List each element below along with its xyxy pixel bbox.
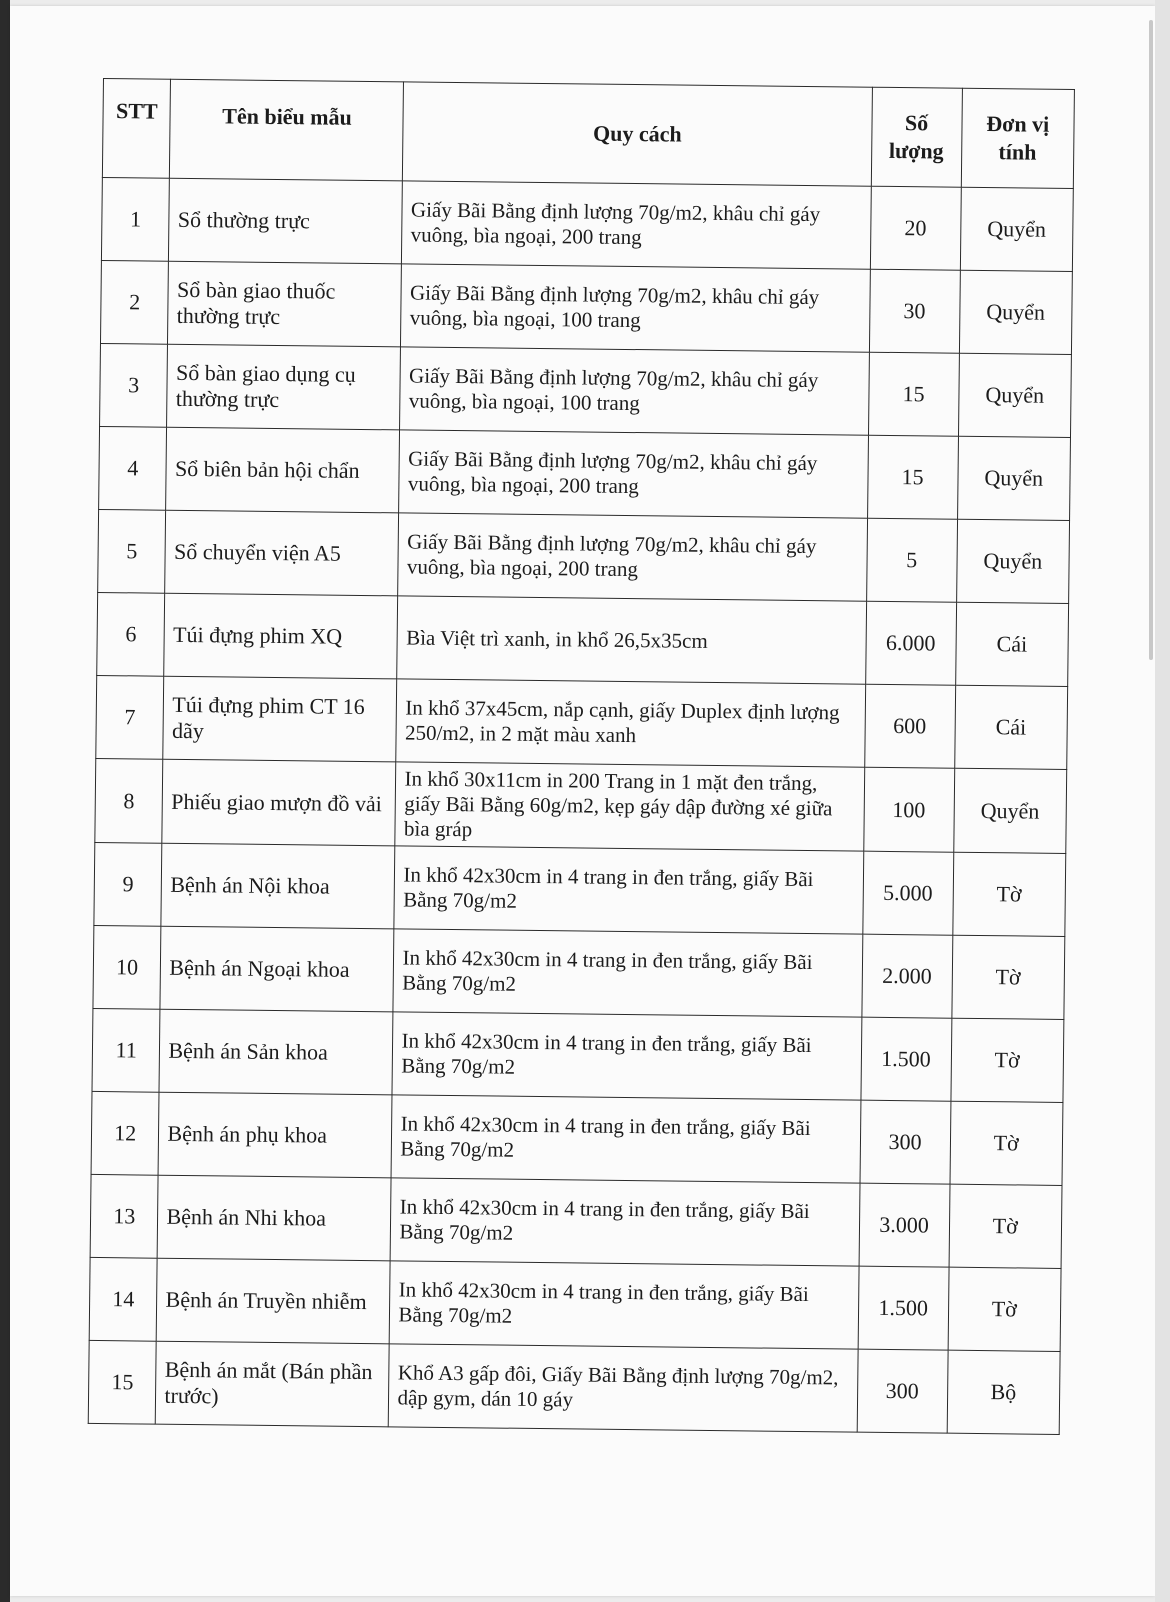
cell-quantity: 300 xyxy=(857,1349,948,1433)
cell-stt: 6 xyxy=(97,592,165,676)
cell-specification: In khổ 42x30cm in 4 trang in đen trắng, giấy Bãi Bằng 70g/m2 xyxy=(391,1178,860,1266)
cell-specification: Bìa Việt trì xanh, in khổ 26,5x35cm xyxy=(397,596,866,684)
table-row xyxy=(90,1174,1062,1268)
cell-unit: Tờ xyxy=(951,935,1064,1019)
header-form-name: Tên biểu mẫu xyxy=(170,79,404,181)
cell-specification: In khổ 30x11cm in 200 Trang in 1 mặt đen trắng, giấy Bãi Bằng 60g/m2, kẹp gáy dập đường xé giữa bìa gráp xyxy=(395,762,864,851)
cell-stt: 7 xyxy=(96,675,164,759)
cell-specification: Giấy Bãi Bằng định lượng 70g/m2, khâu chỉ gáy vuông, bìa ngoại, 100 trang xyxy=(400,347,869,435)
cell-specification: Giấy Bãi Bằng định lượng 70g/m2, khâu chỉ gáy vuông, bìa ngoại, 100 trang xyxy=(401,264,870,352)
cell-form-name: Túi đựng phim CT 16 dãy xyxy=(163,676,397,762)
cell-quantity: 20 xyxy=(870,186,961,270)
table-row xyxy=(94,842,1066,936)
cell-specification: Giấy Bãi Bằng định lượng 70g/m2, khâu chỉ gáy vuông, bìa ngoại, 200 trang xyxy=(402,181,871,269)
cell-stt: 10 xyxy=(93,925,161,1009)
table-row xyxy=(95,758,1067,853)
cell-specification: In khổ 42x30cm in 4 trang in đen trắng, giấy Bãi Bằng 70g/m2 xyxy=(390,1261,859,1349)
cell-form-name: Bệnh án Sản khoa xyxy=(159,1009,393,1095)
table-row xyxy=(93,925,1065,1019)
cell-form-name: Bệnh án Nhi khoa xyxy=(158,1175,392,1261)
cell-stt: 5 xyxy=(98,509,166,593)
cell-quantity: 100 xyxy=(863,767,954,852)
cell-form-name: Sổ thường trực xyxy=(169,178,403,264)
cell-unit: Quyển xyxy=(959,270,1072,354)
table-row xyxy=(101,177,1073,271)
cell-form-name: Bệnh án mắt (Bán phần trước) xyxy=(156,1341,390,1427)
cell-unit: Cái xyxy=(955,602,1068,686)
cell-form-name: Sổ biên bản hội chẩn xyxy=(166,427,400,513)
table-row xyxy=(97,592,1069,686)
cell-form-name: Phiếu giao mượn đồ vải xyxy=(162,759,396,846)
table-row xyxy=(89,1257,1061,1351)
cell-form-name: Túi đựng phim XQ xyxy=(164,593,398,679)
cell-stt: 9 xyxy=(94,842,162,926)
cell-quantity: 15 xyxy=(868,352,959,436)
cell-stt: 11 xyxy=(92,1008,160,1092)
cell-stt: 1 xyxy=(101,177,169,261)
table-row xyxy=(92,1008,1064,1102)
scan-right-edge xyxy=(1155,0,1170,1602)
document-page xyxy=(10,6,1155,1596)
table-row xyxy=(99,426,1071,520)
table-row xyxy=(98,509,1070,603)
cell-stt: 8 xyxy=(95,758,163,843)
table-row xyxy=(88,1340,1060,1434)
cell-quantity: 3.000 xyxy=(859,1183,950,1267)
table-header-row xyxy=(102,79,1074,189)
table-body xyxy=(88,177,1073,1434)
cell-stt: 14 xyxy=(89,1257,157,1341)
cell-specification: In khổ 42x30cm in 4 trang in đen trắng, giấy Bãi Bằng 70g/m2 xyxy=(392,1012,861,1100)
cell-form-name: Bệnh án Nội khoa xyxy=(161,843,395,929)
cell-unit: Tờ xyxy=(952,852,1065,936)
cell-form-name: Bệnh án Ngoại khoa xyxy=(160,926,394,1012)
cell-specification: In khổ 42x30cm in 4 trang in đen trắng, giấy Bãi Bằng 70g/m2 xyxy=(394,846,863,934)
cell-specification: Giấy Bãi Bằng định lượng 70g/m2, khâu chỉ gáy vuông, bìa ngoại, 200 trang xyxy=(398,513,867,601)
cell-quantity: 600 xyxy=(864,684,955,768)
cell-unit: Tờ xyxy=(949,1184,1062,1268)
cell-quantity: 5.000 xyxy=(862,851,953,935)
cell-unit: Tờ xyxy=(948,1267,1061,1351)
cell-unit: Quyển xyxy=(956,519,1069,603)
table-row xyxy=(91,1091,1063,1185)
cell-unit: Cái xyxy=(954,685,1067,769)
header-quantity: Số lượng xyxy=(871,87,962,187)
scrollbar[interactable] xyxy=(1149,20,1153,660)
cell-quantity: 6.000 xyxy=(865,601,956,685)
cell-form-name: Sổ chuyển viện A5 xyxy=(165,510,399,596)
cell-specification: In khổ 42x30cm in 4 trang in đen trắng, giấy Bãi Bằng 70g/m2 xyxy=(393,929,862,1017)
cell-form-name: Bệnh án Truyền nhiễm xyxy=(157,1258,391,1344)
header-stt: STT xyxy=(102,79,171,179)
cell-stt: 4 xyxy=(99,426,167,510)
cell-stt: 15 xyxy=(88,1340,156,1424)
table-row xyxy=(100,343,1072,437)
cell-specification: Khổ A3 gấp đôi, Giấy Bãi Bằng định lượng 70g/m2, dập gym, dán 10 gáy xyxy=(389,1344,858,1432)
form-list-table-wrapper xyxy=(88,78,1075,1435)
cell-form-name: Bệnh án phụ khoa xyxy=(159,1092,393,1178)
scan-left-edge xyxy=(0,0,10,1602)
cell-unit: Quyển xyxy=(953,768,1066,853)
cell-quantity: 1.500 xyxy=(861,1017,952,1101)
form-list-table xyxy=(88,78,1075,1435)
cell-stt: 12 xyxy=(91,1091,159,1175)
cell-unit: Quyển xyxy=(958,353,1071,437)
cell-stt: 13 xyxy=(90,1174,158,1258)
cell-form-name: Sổ bàn giao thuốc thường trực xyxy=(168,261,402,347)
cell-stt: 2 xyxy=(100,260,168,344)
cell-specification: In khổ 37x45cm, nắp cạnh, giấy Duplex định lượng 250/m2, in 2 mặt màu xanh xyxy=(396,679,865,767)
table-row xyxy=(96,675,1068,769)
cell-quantity: 15 xyxy=(867,435,958,519)
cell-quantity: 300 xyxy=(860,1100,951,1184)
cell-unit: Tờ xyxy=(950,1018,1063,1102)
cell-quantity: 5 xyxy=(866,518,957,602)
cell-stt: 3 xyxy=(100,343,168,427)
cell-quantity: 30 xyxy=(869,269,960,353)
table-row xyxy=(100,260,1072,354)
cell-quantity: 2.000 xyxy=(861,934,952,1018)
header-unit: Đơn vị tính xyxy=(961,88,1075,188)
cell-unit: Tờ xyxy=(950,1101,1063,1185)
cell-unit: Quyển xyxy=(960,187,1073,271)
cell-specification: In khổ 42x30cm in 4 trang in đen trắng, giấy Bãi Bằng 70g/m2 xyxy=(392,1095,861,1183)
header-specification: Quy cách xyxy=(403,82,872,186)
cell-form-name: Sổ bàn giao dụng cụ thường trực xyxy=(167,344,401,430)
cell-unit: Bộ xyxy=(947,1350,1060,1434)
cell-quantity: 1.500 xyxy=(858,1266,949,1350)
cell-specification: Giấy Bãi Bằng định lượng 70g/m2, khâu chỉ gáy vuông, bìa ngoại, 200 trang xyxy=(399,430,868,518)
cell-unit: Quyển xyxy=(957,436,1070,520)
